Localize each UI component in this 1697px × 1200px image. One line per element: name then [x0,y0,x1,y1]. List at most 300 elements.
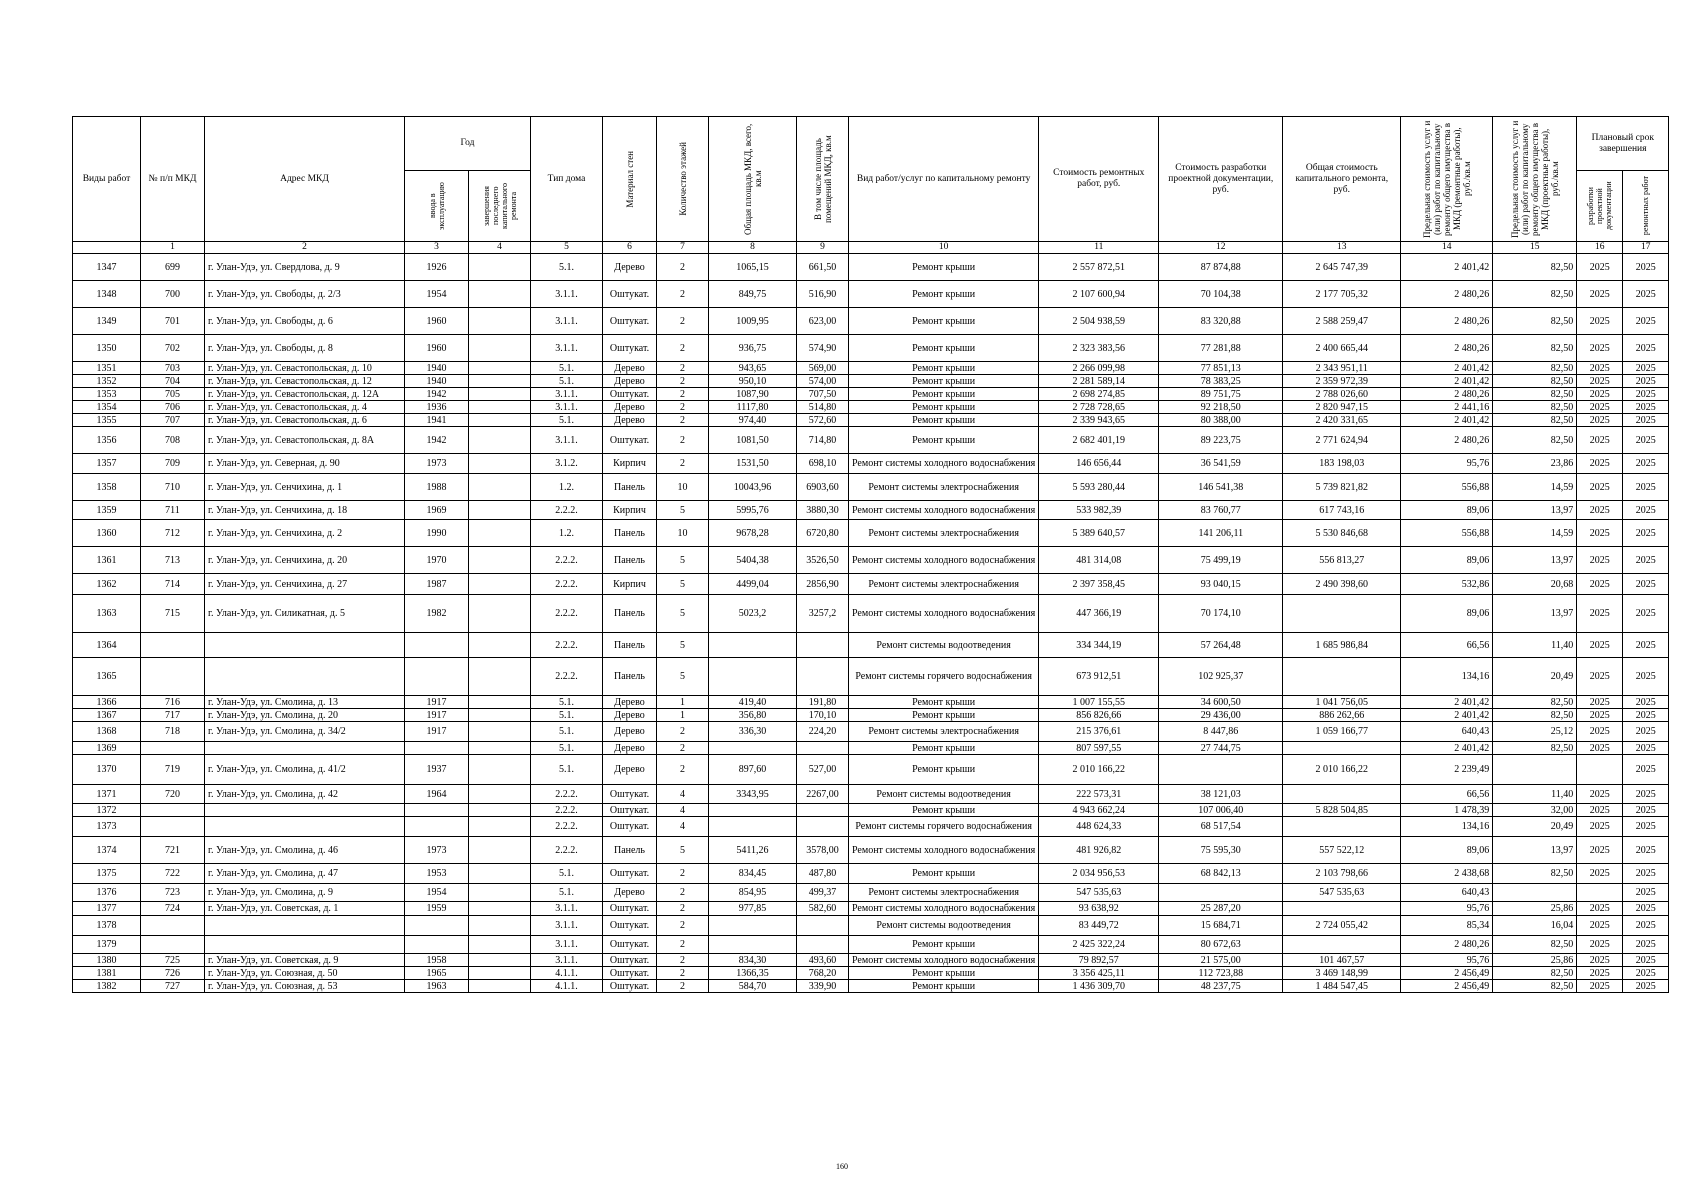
cell-house-type: 5.1. [531,722,603,742]
cell-repair-cost: 334 344,19 [1039,633,1159,658]
cell-repair-cost: 2 034 956,53 [1039,864,1159,884]
table-row [73,281,1669,308]
cell-mkd-number: 721 [141,837,205,864]
cell-address: г. Улан-Удэ, ул. Севастопольская, д. 4 [205,401,405,414]
cell-row-number: 1351 [73,362,141,375]
cell-design-cost: 89 223,75 [1159,427,1283,454]
cell-total-area: 897,60 [709,755,797,785]
cell-work-type: Ремонт системы холодного водоснабжения [849,954,1039,967]
cell-wall-material: Кирпич [603,574,657,595]
cell-row-number: 1371 [73,785,141,804]
cell-work-type: Ремонт системы холодного водоснабжения [849,595,1039,633]
cell-year-vvod: 1940 [405,362,469,375]
cell-year-vvod: 1954 [405,884,469,902]
cell-address: г. Улан-Удэ, ул. Свердлова, д. 9 [205,254,405,281]
cell-deadline-design: 2025 [1577,817,1623,837]
cell-deadline-works: 2025 [1623,967,1669,980]
cell-deadline-works: 2025 [1623,574,1669,595]
cell-total-area: 5023,2 [709,595,797,633]
table-row [73,722,1669,742]
cell-floors: 2 [657,362,709,375]
cell-total-cost [1283,785,1401,804]
cell-address [205,658,405,696]
cell-design-cost: 89 751,75 [1159,388,1283,401]
cell-limit-repair: 95,76 [1401,454,1493,474]
cell-deadline-works: 2025 [1623,980,1669,993]
cell-address: г. Улан-Удэ, ул. Севастопольская, д. 12А [205,388,405,401]
cell-house-type: 3.1.1. [531,308,603,335]
cell-total-cost: 2 343 951,11 [1283,362,1401,375]
cell-year-remont [469,696,531,709]
cell-total-area: 3343,95 [709,785,797,804]
cell-deadline-design: 2025 [1577,454,1623,474]
cell-design-cost [1159,884,1283,902]
cell-limit-design: 20,49 [1493,817,1577,837]
cell-floors: 5 [657,595,709,633]
cell-premises-area: 3880,30 [797,501,849,520]
cell-mkd-number [141,817,205,837]
col-wall-material: Материал стен [603,117,657,242]
cell-total-cost: 1 059 166,77 [1283,722,1401,742]
cell-repair-cost: 448 624,33 [1039,817,1159,837]
cell-house-type: 2.2.2. [531,658,603,696]
cell-floors: 4 [657,785,709,804]
cell-year-vvod: 1942 [405,388,469,401]
cell-year-vvod: 1973 [405,454,469,474]
cell-work-type: Ремонт системы электроснабжения [849,884,1039,902]
col-number: 12 [1159,242,1283,254]
cell-floors: 5 [657,574,709,595]
cell-deadline-design: 2025 [1577,658,1623,696]
cell-mkd-number: 719 [141,755,205,785]
cell-total-area: 5995,76 [709,501,797,520]
cell-premises-area [797,633,849,658]
cell-work-type: Ремонт крыши [849,414,1039,427]
cell-total-area: 419,40 [709,696,797,709]
cell-address: г. Улан-Удэ, ул. Смолина, д. 41/2 [205,755,405,785]
cell-address: г. Улан-Удэ, ул. Силикатная, д. 5 [205,595,405,633]
cell-limit-design: 82,50 [1493,936,1577,954]
cell-repair-cost: 5 593 280,44 [1039,474,1159,501]
cell-work-type: Ремонт крыши [849,388,1039,401]
cell-address: г. Улан-Удэ, ул. Свободы, д. 6 [205,308,405,335]
cell-total-cost: 1 685 986,84 [1283,633,1401,658]
cell-total-cost: 3 469 148,99 [1283,967,1401,980]
cell-row-number: 1366 [73,696,141,709]
cell-deadline-design: 2025 [1577,474,1623,501]
cell-row-number: 1381 [73,967,141,980]
cell-premises-area: 191,80 [797,696,849,709]
cell-floors: 5 [657,658,709,696]
cell-floors: 4 [657,817,709,837]
table-row [73,474,1669,501]
cell-house-type: 3.1.1. [531,936,603,954]
cell-limit-design: 82,50 [1493,362,1577,375]
cell-row-number: 1357 [73,454,141,474]
cell-total-cost: 5 828 504,85 [1283,804,1401,817]
cell-work-type: Ремонт системы водоотведения [849,916,1039,936]
cell-total-area: 834,30 [709,954,797,967]
cell-row-number: 1356 [73,427,141,454]
cell-row-number: 1372 [73,804,141,817]
cell-limit-design: 82,50 [1493,281,1577,308]
cell-floors: 2 [657,254,709,281]
col-number: 11 [1039,242,1159,254]
cell-total-cost: 557 522,12 [1283,837,1401,864]
cell-repair-cost: 533 982,39 [1039,501,1159,520]
cell-year-remont [469,755,531,785]
cell-work-type: Ремонт системы электроснабжения [849,574,1039,595]
cell-floors: 2 [657,902,709,916]
cell-premises-area: 574,90 [797,335,849,362]
cell-year-vvod [405,804,469,817]
cell-deadline-design: 2025 [1577,980,1623,993]
cell-deadline-works: 2025 [1623,547,1669,574]
cell-row-number: 1376 [73,884,141,902]
cell-premises-area: 170,10 [797,709,849,722]
col-number: 9 [797,242,849,254]
cell-address: г. Улан-Удэ, ул. Смолина, д. 13 [205,696,405,709]
cell-limit-repair: 134,16 [1401,658,1493,696]
cell-deadline-design: 2025 [1577,375,1623,388]
col-number: 17 [1623,242,1669,254]
cell-limit-repair: 2 480,26 [1401,936,1493,954]
cell-limit-repair: 89,06 [1401,595,1493,633]
cell-work-type: Ремонт крыши [849,401,1039,414]
cell-limit-repair: 134,16 [1401,817,1493,837]
cell-design-cost: 87 874,88 [1159,254,1283,281]
cell-house-type: 3.1.1. [531,954,603,967]
cell-work-type: Ремонт крыши [849,254,1039,281]
cell-wall-material: Оштукат. [603,308,657,335]
cell-premises-area: 661,50 [797,254,849,281]
cell-design-cost: 141 206,11 [1159,520,1283,547]
col-year-remont: завершения последнего капитального ремонта [469,171,531,242]
cell-limit-design: 20,68 [1493,574,1577,595]
cell-mkd-number [141,633,205,658]
cell-total-cost: 2 359 972,39 [1283,375,1401,388]
cell-address: г. Улан-Удэ, ул. Сенчихина, д. 1 [205,474,405,501]
cell-year-remont [469,474,531,501]
cell-house-type: 5.1. [531,414,603,427]
cell-work-type: Ремонт системы электроснабжения [849,520,1039,547]
cell-work-type: Ремонт системы электроснабжения [849,474,1039,501]
cell-limit-repair: 2 480,26 [1401,388,1493,401]
cell-wall-material: Оштукат. [603,916,657,936]
cell-deadline-design: 2025 [1577,501,1623,520]
cell-year-remont [469,709,531,722]
cell-repair-cost: 5 389 640,57 [1039,520,1159,547]
cell-year-vvod [405,633,469,658]
cell-house-type: 2.2.2. [531,633,603,658]
cell-row-number: 1373 [73,817,141,837]
cell-wall-material: Панель [603,520,657,547]
cell-year-vvod: 1917 [405,722,469,742]
cell-mkd-number: 717 [141,709,205,722]
cell-repair-cost: 1 007 155,55 [1039,696,1159,709]
cell-deadline-works: 2025 [1623,837,1669,864]
cell-address: г. Улан-Удэ, ул. Смолина, д. 47 [205,864,405,884]
cell-deadline-works: 2025 [1623,936,1669,954]
cell-total-cost: 886 262,66 [1283,709,1401,722]
cell-house-type: 5.1. [531,884,603,902]
cell-house-type: 2.2.2. [531,817,603,837]
cell-deadline-works: 2025 [1623,785,1669,804]
cell-year-remont [469,902,531,916]
cell-total-cost: 1 484 547,45 [1283,980,1401,993]
cell-year-vvod: 1958 [405,954,469,967]
cell-address: г. Улан-Удэ, ул. Свободы, д. 2/3 [205,281,405,308]
cell-limit-repair: 95,76 [1401,902,1493,916]
cell-total-area: 1117,80 [709,401,797,414]
cell-total-cost: 617 743,16 [1283,501,1401,520]
cell-work-type: Ремонт крыши [849,427,1039,454]
cell-deadline-works: 2025 [1623,335,1669,362]
cell-address: г. Улан-Удэ, ул. Севастопольская, д. 10 [205,362,405,375]
cell-limit-design: 82,50 [1493,254,1577,281]
col-number: 16 [1577,242,1623,254]
table-row [73,388,1669,401]
cell-year-remont [469,375,531,388]
cell-limit-repair: 2 401,42 [1401,375,1493,388]
cell-deadline-design: 2025 [1577,547,1623,574]
cell-premises-area: 2267,00 [797,785,849,804]
cell-floors: 10 [657,520,709,547]
cell-mkd-number: 713 [141,547,205,574]
cell-address: г. Улан-Удэ, ул. Сенчихина, д. 27 [205,574,405,595]
cell-house-type: 5.1. [531,864,603,884]
cell-work-type: Ремонт крыши [849,804,1039,817]
cell-work-type: Ремонт системы холодного водоснабжения [849,547,1039,574]
cell-design-cost: 83 760,77 [1159,501,1283,520]
cell-limit-repair: 2 480,26 [1401,427,1493,454]
cell-repair-cost: 2 425 322,24 [1039,936,1159,954]
cell-total-area: 1081,50 [709,427,797,454]
cell-deadline-design: 2025 [1577,696,1623,709]
cell-premises-area: 582,60 [797,902,849,916]
cell-limit-design: 82,50 [1493,375,1577,388]
cell-house-type: 2.2.2. [531,501,603,520]
cell-deadline-works: 2025 [1623,696,1669,709]
cell-design-cost: 21 575,00 [1159,954,1283,967]
table-row [73,864,1669,884]
col-number [73,242,141,254]
cell-address: г. Улан-Удэ, ул. Севастопольская, д. 6 [205,414,405,427]
cell-limit-design: 82,50 [1493,427,1577,454]
table-row [73,817,1669,837]
col-limit-design: Предельная стоимость услуг и (или) работ по капитальному ремонту общего имущества в МКД (проектные работы), руб./кв.м [1493,117,1577,242]
cell-year-remont [469,281,531,308]
col-number: 6 [603,242,657,254]
cell-limit-design: 82,50 [1493,335,1577,362]
cell-limit-repair: 2 456,49 [1401,967,1493,980]
cell-premises-area: 493,60 [797,954,849,967]
cell-repair-cost: 222 573,31 [1039,785,1159,804]
cell-row-number: 1378 [73,916,141,936]
cell-address [205,742,405,755]
cell-wall-material: Панель [603,595,657,633]
col-repair-cost: Стоимость ремонтных работ, руб. [1039,117,1159,242]
cell-premises-area: 514,80 [797,401,849,414]
col-number: 15 [1493,242,1577,254]
cell-limit-design: 25,12 [1493,722,1577,742]
cell-design-cost: 80 388,00 [1159,414,1283,427]
cell-year-vvod: 1990 [405,520,469,547]
cell-year-remont [469,916,531,936]
cell-floors: 2 [657,401,709,414]
cell-wall-material: Оштукат. [603,335,657,362]
cell-total-area: 974,40 [709,414,797,427]
cell-total-cost [1283,817,1401,837]
cell-deadline-design: 2025 [1577,785,1623,804]
cell-design-cost: 15 684,71 [1159,916,1283,936]
table-row [73,595,1669,633]
cell-deadline-works: 2025 [1623,884,1669,902]
cell-house-type: 2.2.2. [531,547,603,574]
cell-deadline-design: 2025 [1577,916,1623,936]
cell-work-type: Ремонт системы горячего водоснабжения [849,658,1039,696]
cell-deadline-works: 2025 [1623,755,1669,785]
cell-deadline-works: 2025 [1623,709,1669,722]
cell-wall-material: Дерево [603,696,657,709]
cell-year-vvod: 1940 [405,375,469,388]
cell-premises-area: 572,60 [797,414,849,427]
col-nn-mkd: № п/п МКД [141,117,205,242]
cell-year-remont [469,401,531,414]
cell-deadline-works: 2025 [1623,520,1669,547]
cell-house-type: 1.2. [531,474,603,501]
cell-address [205,817,405,837]
cell-deadline-design: 2025 [1577,902,1623,916]
cell-mkd-number: 705 [141,388,205,401]
cell-total-area: 854,95 [709,884,797,902]
cell-limit-repair: 2 401,42 [1401,254,1493,281]
cell-year-vvod: 1982 [405,595,469,633]
cell-address: г. Улан-Удэ, ул. Северная, д. 90 [205,454,405,474]
cell-total-area [709,936,797,954]
cell-limit-repair: 556,88 [1401,474,1493,501]
table-row [73,696,1669,709]
cell-deadline-works: 2025 [1623,427,1669,454]
cell-repair-cost: 93 638,92 [1039,902,1159,916]
cell-mkd-number: 725 [141,954,205,967]
cell-total-area: 834,45 [709,864,797,884]
cell-limit-design [1493,755,1577,785]
cell-total-area [709,916,797,936]
cell-wall-material: Оштукат. [603,427,657,454]
cell-mkd-number: 702 [141,335,205,362]
table-row [73,884,1669,902]
cell-total-area [709,804,797,817]
cell-year-remont [469,954,531,967]
table-row [73,804,1669,817]
col-total-area: Общая площадь МКД, всего, кв.м [709,117,797,242]
cell-work-type: Ремонт крыши [849,864,1039,884]
cell-address [205,633,405,658]
cell-premises-area: 516,90 [797,281,849,308]
cell-premises-area: 623,00 [797,308,849,335]
cell-limit-design: 16,04 [1493,916,1577,936]
cell-premises-area: 768,20 [797,967,849,980]
cell-row-number: 1363 [73,595,141,633]
cell-deadline-works: 2025 [1623,804,1669,817]
cell-row-number: 1368 [73,722,141,742]
cell-deadline-design: 2025 [1577,388,1623,401]
cell-year-vvod [405,817,469,837]
table-row [73,574,1669,595]
cell-deadline-works: 2025 [1623,375,1669,388]
cell-total-cost: 2 490 398,60 [1283,574,1401,595]
cell-repair-cost: 2 281 589,14 [1039,375,1159,388]
cell-premises-area: 339,90 [797,980,849,993]
cell-mkd-number: 701 [141,308,205,335]
cell-year-vvod: 1959 [405,902,469,916]
cell-work-type: Ремонт системы холодного водоснабжения [849,837,1039,864]
cell-year-remont [469,595,531,633]
cell-house-type: 5.1. [531,696,603,709]
cell-total-area [709,658,797,696]
cell-repair-cost: 2 397 358,45 [1039,574,1159,595]
cell-year-remont [469,362,531,375]
cell-house-type: 3.1.1. [531,916,603,936]
cell-deadline-design: 2025 [1577,722,1623,742]
cell-wall-material: Оштукат. [603,785,657,804]
cell-total-area: 977,85 [709,902,797,916]
cell-repair-cost: 673 912,51 [1039,658,1159,696]
cell-repair-cost: 856 826,66 [1039,709,1159,722]
cell-year-vvod [405,742,469,755]
cell-limit-repair: 556,88 [1401,520,1493,547]
cell-deadline-works: 2025 [1623,902,1669,916]
cell-address [205,804,405,817]
cell-year-remont [469,837,531,864]
cell-wall-material: Панель [603,658,657,696]
cell-row-number: 1358 [73,474,141,501]
cell-repair-cost: 2 339 943,65 [1039,414,1159,427]
cell-limit-repair: 2 480,26 [1401,335,1493,362]
col-number: 14 [1401,242,1493,254]
cell-total-cost: 2 420 331,65 [1283,414,1401,427]
cell-house-type: 5.1. [531,709,603,722]
cell-design-cost: 78 383,25 [1159,375,1283,388]
cell-limit-design: 23,86 [1493,454,1577,474]
cell-limit-repair: 89,06 [1401,837,1493,864]
cell-floors: 2 [657,954,709,967]
cell-year-remont [469,658,531,696]
table-row [73,742,1669,755]
cell-floors: 2 [657,742,709,755]
cell-deadline-design: 2025 [1577,864,1623,884]
cell-year-vvod: 1960 [405,308,469,335]
cell-design-cost: 77 281,88 [1159,335,1283,362]
cell-repair-cost: 2 504 938,59 [1039,308,1159,335]
cell-year-remont [469,547,531,574]
cell-total-cost [1283,595,1401,633]
cell-premises-area: 2856,90 [797,574,849,595]
cell-mkd-number: 714 [141,574,205,595]
col-premises-area: В том числе площадь помещений МКД, кв.м [797,117,849,242]
cell-floors: 4 [657,804,709,817]
cell-limit-design: 13,97 [1493,837,1577,864]
cell-limit-design: 13,97 [1493,501,1577,520]
cell-total-cost: 5 530 846,68 [1283,520,1401,547]
cell-work-type: Ремонт системы холодного водоснабжения [849,902,1039,916]
cell-wall-material: Оштукат. [603,817,657,837]
cell-deadline-design: 2025 [1577,709,1623,722]
cell-total-cost: 2 010 166,22 [1283,755,1401,785]
cell-year-remont [469,804,531,817]
cell-address: г. Улан-Удэ, ул. Союзная, д. 53 [205,980,405,993]
